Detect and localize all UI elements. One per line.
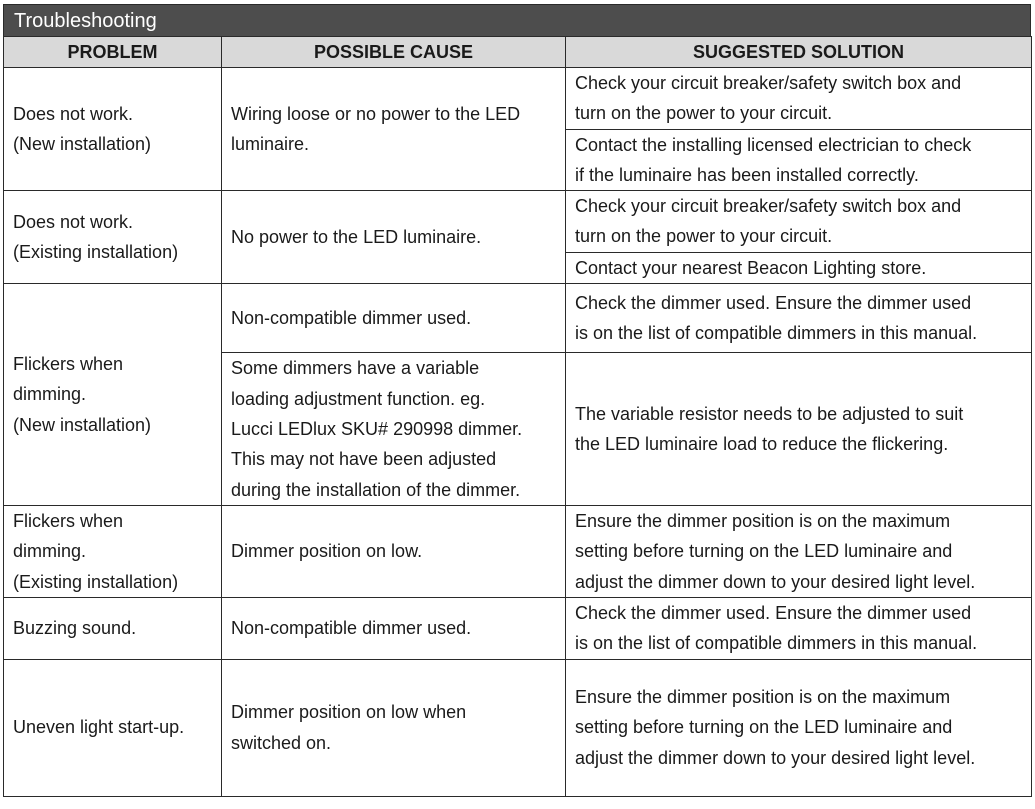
cause-cell (222, 597, 566, 659)
solution-text: Ensure the dimmer position is on the maximum setting before turning on the LED luminaire and adjust the dimmer down to your desired light level. (575, 687, 976, 768)
cause-cell (222, 68, 566, 191)
troubleshooting-table (3, 36, 1032, 797)
header-possible-cause: POSSIBLE CAUSE (222, 37, 566, 68)
problem-cell (4, 284, 222, 506)
problem-cell (4, 597, 222, 659)
solution-cell (566, 506, 1032, 598)
solution-cell (566, 129, 1032, 191)
solution-text: Check the dimmer used. Ensure the dimmer used is on the list of compatible dimmers in this manual. (575, 292, 978, 344)
solution-text: The variable resistor needs to be adjusted to suit the LED luminaire load to reduce the flickering. (575, 403, 964, 455)
solution-text: Contact the installing licensed electrician to check if the luminaire has been installed correctly. (575, 134, 972, 185)
problem-text: Buzzing sound. (13, 618, 137, 639)
solution-cell (566, 68, 1032, 130)
solution-cell (566, 353, 1032, 506)
cause-text: Non-compatible dimmer used. (231, 618, 472, 639)
troubleshooting-section (3, 4, 1031, 797)
header-suggested-solution: SUGGESTED SOLUTION (566, 37, 1032, 68)
solution-text: Contact your nearest Beacon Lighting store. (575, 257, 927, 278)
table-row (4, 284, 1032, 353)
cause-text: No power to the LED luminaire. (231, 226, 482, 247)
problem-cell (4, 191, 222, 284)
solution-text: Check the dimmer used. Ensure the dimmer used is on the list of compatible dimmers in this manual. (575, 602, 978, 654)
cause-cell (222, 191, 566, 284)
cause-text: Dimmer position on low when switched on. (231, 702, 467, 753)
section-title: Troubleshooting (3, 4, 1031, 36)
problem-text: Flickers when dimming. (New installation) (13, 354, 152, 435)
header-row (4, 37, 1032, 68)
problem-cell (4, 68, 222, 191)
cause-cell (222, 659, 566, 796)
solution-text: Check your circuit breaker/safety switch box and turn on the power to your circuit. (575, 73, 962, 124)
table-row (4, 191, 1032, 253)
cause-text: Wiring loose or no power to the LED luminaire. (231, 103, 521, 155)
problem-text: Flickers when dimming. (Existing installation) (13, 511, 179, 592)
table-row (4, 659, 1032, 796)
cause-cell (222, 353, 566, 506)
problem-text: Does not work. (New installation) (13, 103, 152, 155)
problem-text: Does not work. (Existing installation) (13, 211, 179, 263)
solution-cell (566, 659, 1032, 796)
solution-cell (566, 252, 1032, 283)
solution-cell (566, 597, 1032, 659)
header-problem: PROBLEM (4, 37, 222, 68)
cause-text: Dimmer position on low. (231, 541, 423, 562)
solution-cell (566, 191, 1032, 253)
solution-text: Check your circuit breaker/safety switch box and turn on the power to your circuit. (575, 196, 962, 247)
problem-cell (4, 506, 222, 598)
solution-text: Ensure the dimmer position is on the maximum setting before turning on the LED luminaire and adjust the dimmer down to your desired light level. (575, 511, 976, 592)
cause-text: Some dimmers have a variable loading adjustment function. eg. Lucci LEDlux SKU# 290998 dimmer. This may not have been adjusted during the installation of the dimmer. (231, 358, 523, 500)
table-row (4, 68, 1032, 130)
table-row (4, 506, 1032, 598)
table-row (4, 597, 1032, 659)
cause-text: Non-compatible dimmer used. (231, 307, 472, 328)
cause-cell (222, 506, 566, 598)
problem-cell (4, 659, 222, 796)
cause-cell (222, 284, 566, 353)
problem-text: Uneven light start-up. (13, 717, 185, 738)
solution-cell (566, 284, 1032, 353)
